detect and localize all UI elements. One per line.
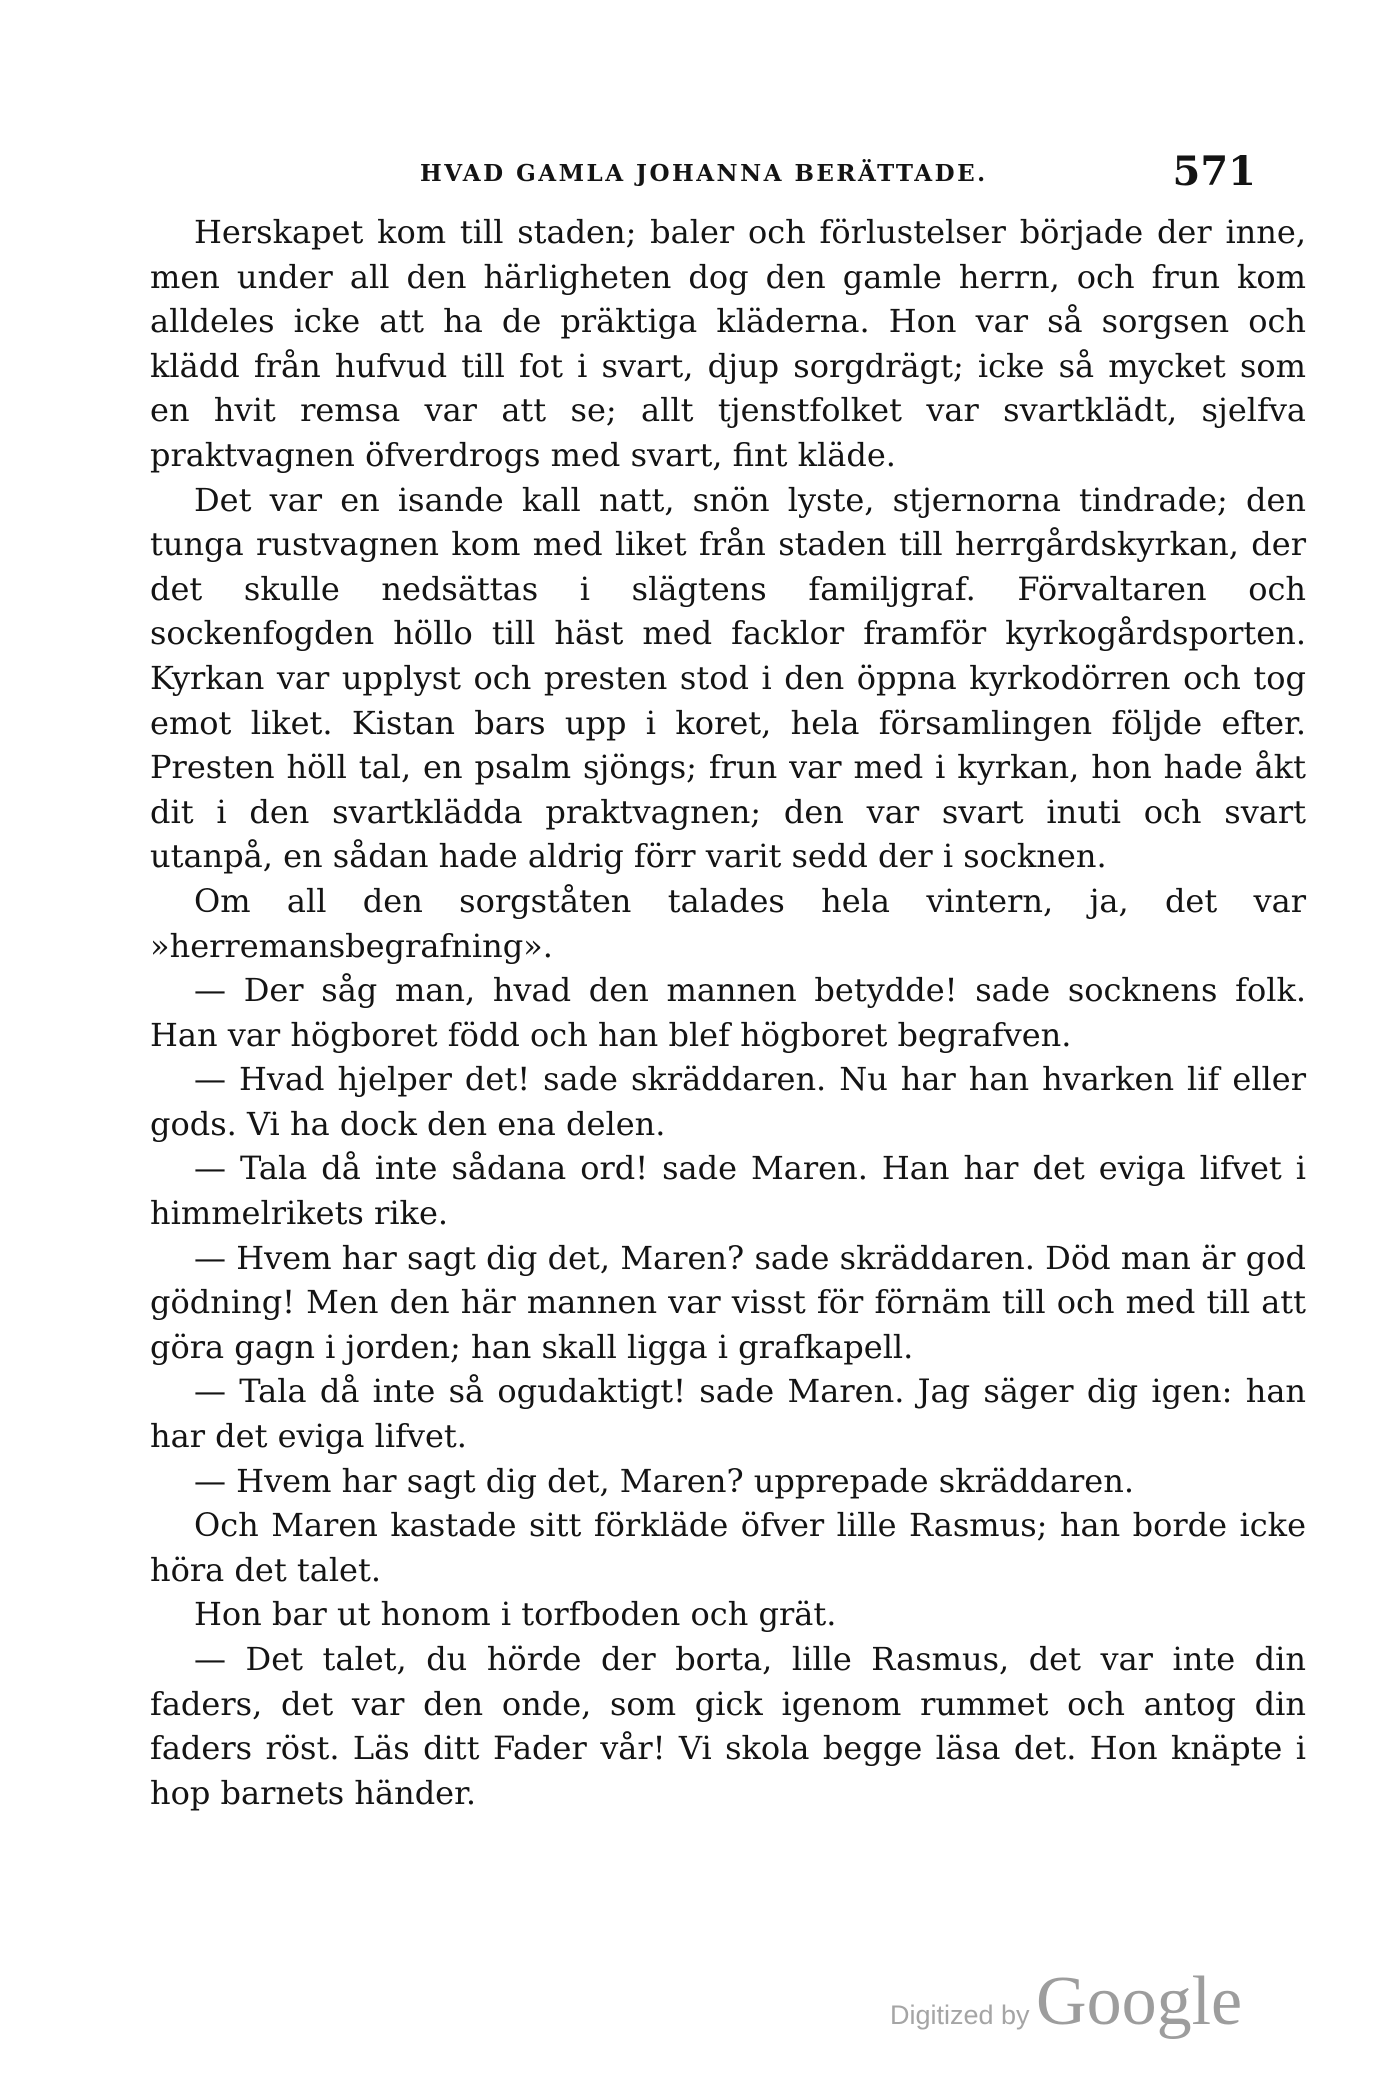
page-header xyxy=(150,148,1256,198)
dialogue-line: — Der såg man, hvad den mannen betydde! sade socknens folk. Han var högboret född och han blef högboret begrafven. xyxy=(150,971,1306,1054)
paragraph: Hon bar ut honom i torfboden och grät. xyxy=(194,1595,837,1634)
dialogue-line: — Det talet, du hörde der borta, lille Rasmus, det var inte din faders, det var den onde, som gick igenom rummet och antog din faders röst. Läs ditt Fader vår! Vi skola begge läsa det. Hon knäpte i hop barnets händer. xyxy=(150,1640,1306,1812)
paragraph: Herskapet kom till staden; baler och förlustelser började der inne, men under all den härligheten dog den gamle herrn, och frun kom alldeles icke att ha de präktiga kläderna. Hon var så sorgsen och klädd från hufvud till fot i svart, djup sorgdrägt; icke så mycket som en hvit remsa var att se; allt tjenstfolket var svartklädt, sjelfva praktvagnen öfverdrogs med svart, fint kläde. xyxy=(150,213,1306,474)
digitized-watermark xyxy=(890,1962,1242,2042)
watermark-prefix: Digitized by xyxy=(890,2000,1030,2030)
running-title: HVAD GAMLA JOHANNA BERÄTTADE. xyxy=(420,160,988,187)
page-body xyxy=(150,210,1306,1815)
dialogue-line: — Tala då inte så ogudaktigt! sade Maren. Jag säger dig igen: han har det eviga lifvet. xyxy=(150,1372,1306,1456)
dialogue-line: — Hvem har sagt dig det, Maren? upprepade skräddaren. xyxy=(194,1461,1135,1500)
paragraph: Det var en isande kall natt, snön lyste, stjernorna tindrade; den tunga rustvagnen kom med liket från staden till herrgårdskyrkan, der det skulle nedsättas i slägtens familjgraf. Förvaltaren och sockenfogden höllo till häst med facklor framför kyrkogårdsporten. Kyrkan var upplyst och presten stod i den öppna kyrkodörren och tog emot liket. Kistan bars upp i koret, hela församlingen följde efter. Presten höll tal, en psalm sjöngs; frun var med i kyrkan, hon hade åkt dit i den svartklädda praktvagnen; den var svart inuti och svart utanpå, en sådan hade aldrig förr varit sedd der i socknen. xyxy=(150,480,1306,876)
dialogue-line: — Hvad hjelper det! sade skräddaren. Nu har han hvarken lif eller gods. Vi ha dock den ena delen. xyxy=(150,1060,1306,1143)
page-number: 571 xyxy=(1172,148,1256,195)
paragraph: Och Maren kastade sitt förkläde öfver lille Rasmus; han borde icke höra det talet. xyxy=(150,1506,1306,1589)
dialogue-line: — Hvem har sagt dig det, Maren? sade skräddaren. Död man är god gödning! Men den här mannen var visst för förnäm till och med till att göra gagn i jorden; han skall ligga i grafkapell. xyxy=(150,1238,1306,1366)
dialogue-line: — Tala då inte sådana ord! sade Maren. Han har det eviga lifvet i himmelrikets rike. xyxy=(150,1149,1306,1233)
paragraph: Om all den sorgståten talades hela vintern, ja, det var »herremansbegrafning». xyxy=(150,881,1306,965)
watermark-brand: Google xyxy=(1036,1963,1243,2040)
